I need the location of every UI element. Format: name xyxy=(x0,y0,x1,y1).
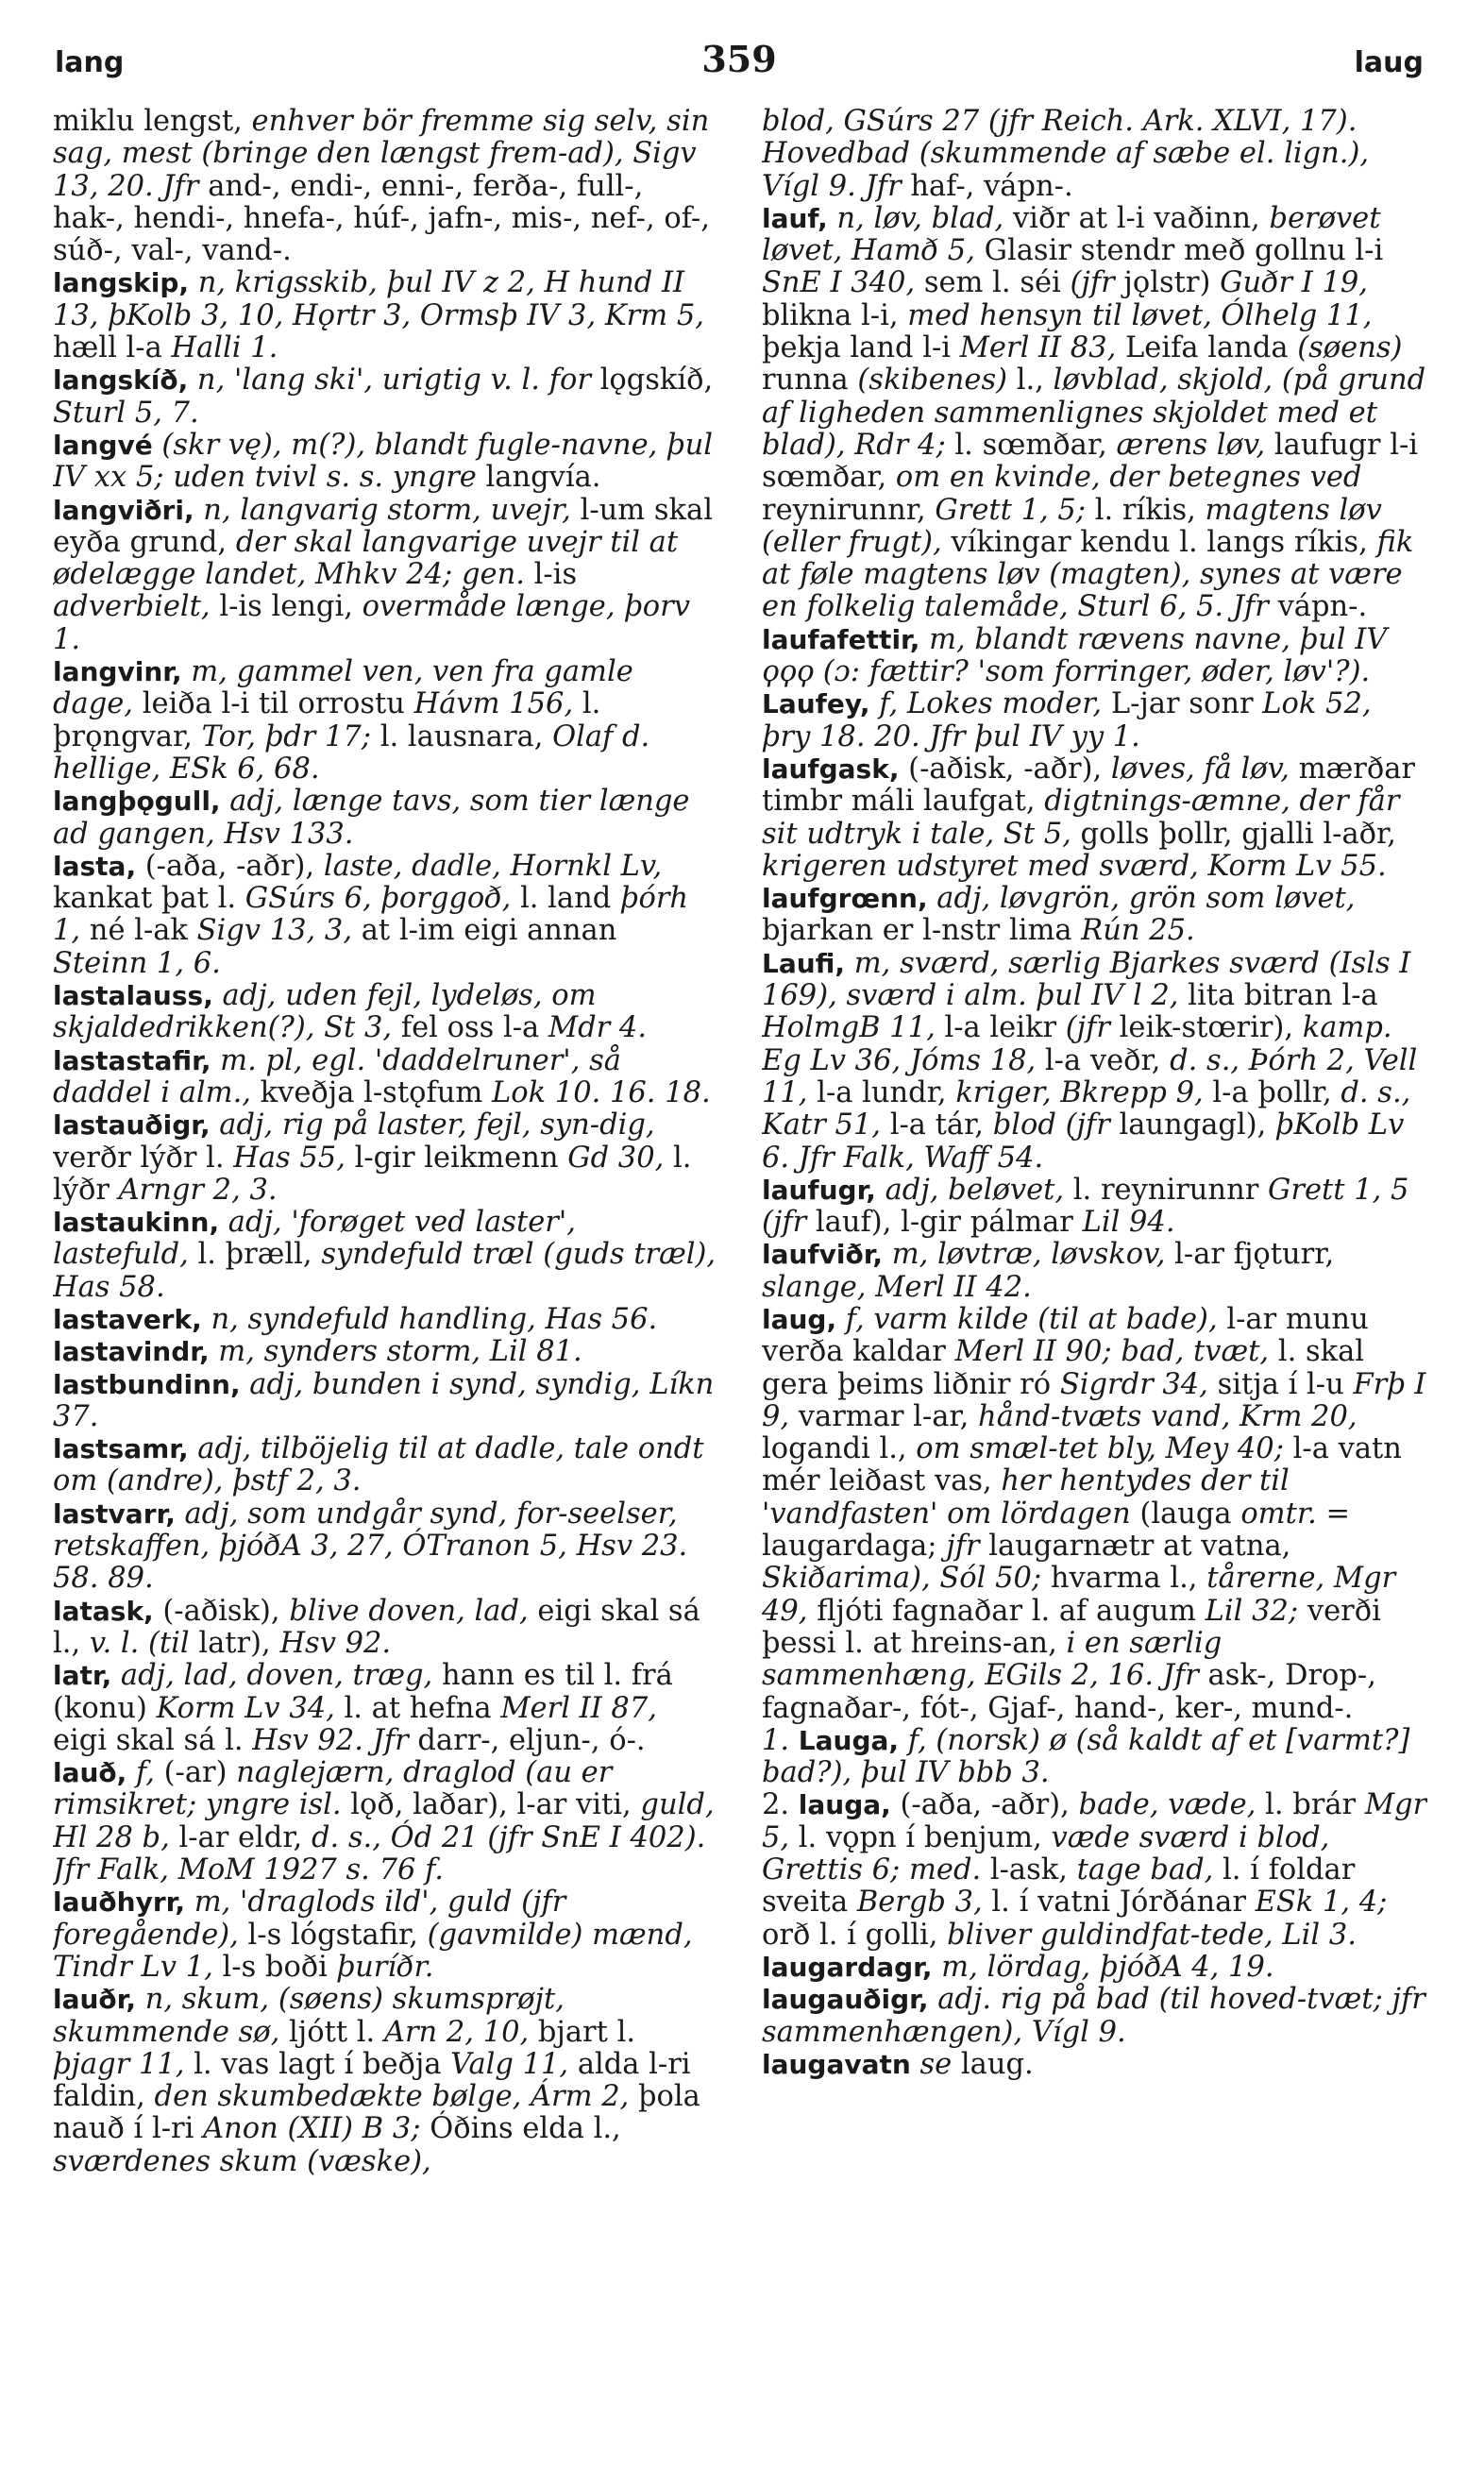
entry-gloss: Mgr 5, xyxy=(762,1788,1427,1854)
entry-gloss: þKolb Lv 6. Jfr Falk, Waff 54. xyxy=(762,1108,1405,1175)
entry-headword: lastsamr, xyxy=(53,1433,189,1465)
entry-gloss: løvblad, skjold, (på grund af ligheden sammenlignes skjoldet med et blad), Rdr 4; xyxy=(762,364,1426,462)
entry-headword: laug, xyxy=(762,1303,837,1335)
entry-text: l-gir pálmar xyxy=(901,1206,1083,1240)
entry-headword: laufgask, xyxy=(762,753,900,785)
entry-gloss: Bergb 3, xyxy=(856,1886,992,1920)
entry-text: l-a tár, xyxy=(889,1108,993,1142)
entry-gloss: d. s., Katr 51, xyxy=(762,1075,1411,1142)
entry-text: l-is xyxy=(533,558,578,592)
entry-gloss: n, langvarig storm, uvejr, xyxy=(194,493,581,527)
entry-text: fel oss l-a xyxy=(400,1011,548,1045)
entry-gloss: Valg 11, xyxy=(450,2047,578,2081)
entry-text: lita bitran l-a xyxy=(1188,979,1378,1013)
page-number: 359 xyxy=(701,38,777,80)
entry-headword: lasta, xyxy=(53,850,137,882)
entry-gloss: blod (jfr xyxy=(992,1108,1120,1142)
entry-text: l., xyxy=(1016,364,1054,398)
entry-gloss: tage bad, xyxy=(1076,1853,1223,1887)
entry-text: jǫlstr) xyxy=(1123,266,1221,300)
entry-text: hæll l-a xyxy=(53,331,172,365)
entry-text: lǫð, laðar), xyxy=(350,1788,517,1822)
entry-headword: langvé xyxy=(53,429,153,461)
entry-text: alda l-ri faldin, xyxy=(53,2047,691,2114)
entry-gloss: Has 55, xyxy=(233,1141,355,1175)
entry-text: miklu lengst, xyxy=(53,106,252,138)
entry-text: eigi skal sá l. xyxy=(53,1723,253,1757)
entry-gloss: om smæl-tet bly, Mey 40; xyxy=(916,1432,1293,1466)
entry-gloss: (skr vę), m(?), blandt fugle-navne, þul IV xx 5; uden tvivl s. s. yngre xyxy=(53,428,713,495)
entry-gloss: bade, væde, xyxy=(1078,1788,1266,1822)
first-headword: lang xyxy=(55,46,125,79)
dictionary-entry xyxy=(53,106,718,267)
entry-gloss: Steinn 1, 6. xyxy=(53,946,221,980)
left-column xyxy=(53,106,718,2451)
entry-text: l-a lundr, xyxy=(817,1075,956,1109)
entry-gloss: adj, som undgår synd, for-seelser, retskaffen, þjóðA 3, 27, ÓTranon 5, Hsv 23. 58. 89. xyxy=(53,1497,688,1596)
entry-gloss: Grett 1, 5 (jfr xyxy=(762,1173,1409,1240)
entry-gloss: adverbielt, xyxy=(53,590,220,624)
entry-text: l-a leikr xyxy=(944,1011,1066,1045)
entry-headword: latr, xyxy=(53,1660,112,1692)
entry-gloss: n, syndefuld handling, Has 56. xyxy=(201,1302,658,1336)
entry-gloss: adj, længe tavs, som tier længe ad gangen, Hsv 133. xyxy=(53,785,690,851)
dictionary-entry xyxy=(53,495,718,656)
entry-text: langvía. xyxy=(485,461,601,495)
entry-gloss: Hsv 92. Jfr xyxy=(252,1723,418,1757)
entry-gloss: jfr xyxy=(946,1530,989,1564)
dictionary-entry xyxy=(762,688,1427,753)
entry-text: (lauga xyxy=(1139,1497,1241,1531)
dictionary-columns xyxy=(53,106,1427,2451)
entry-headword: langvinr, xyxy=(53,656,182,688)
entry-gloss: den skumbedækte bølge, Árm 2, xyxy=(154,2080,639,2114)
entry-text: Óðins elda l., xyxy=(430,2112,621,2146)
right-column xyxy=(762,106,1427,2451)
entry-headword: langskíð, xyxy=(53,364,189,397)
entry-gloss: Halli 1. xyxy=(171,331,278,365)
dictionary-entry xyxy=(53,851,718,980)
dictionary-entry xyxy=(53,430,718,495)
last-headword: laug xyxy=(1354,46,1424,79)
entry-text: l. at hefna xyxy=(344,1691,501,1725)
dictionary-entry xyxy=(53,267,718,364)
entry-text: l-a þollr, xyxy=(1212,1075,1341,1109)
entry-text: (-aða, -aðr), xyxy=(136,849,324,883)
entry-text: l-gir leikmenn xyxy=(354,1141,568,1175)
entry-gloss: magtens løv (eller frugt), xyxy=(762,493,1382,559)
entry-text: l-ar eldr, xyxy=(178,1820,312,1854)
entry-gloss: Gd 30, xyxy=(567,1141,674,1175)
dictionary-entry xyxy=(53,1304,718,1336)
dictionary-entry xyxy=(53,1886,718,1984)
entry-text: l. land xyxy=(520,882,620,916)
entry-gloss: (jfr xyxy=(1065,1011,1120,1045)
entry-text: verðr lýðr l. xyxy=(53,1141,234,1175)
dictionary-entry xyxy=(53,1045,718,1110)
entry-text: logandi l., xyxy=(762,1432,917,1466)
dictionary-entry xyxy=(762,1175,1427,1240)
entry-text: laugardaga; xyxy=(762,1530,947,1564)
entry-text: blikna l-i, xyxy=(762,298,908,332)
entry-gloss: Hávm 156, xyxy=(413,687,582,721)
entry-headword: laugavatn xyxy=(762,2048,911,2080)
entry-text: orð l. í golli, xyxy=(762,1918,948,1952)
entry-text: kankat þat l. xyxy=(53,882,245,916)
dictionary-entry xyxy=(53,786,718,851)
entry-text: l. í foldar sveita xyxy=(762,1853,1356,1920)
entry-headword: Laufi, xyxy=(762,947,846,979)
entry-gloss: bliver guldindfat-tede, Lil 3. xyxy=(947,1918,1357,1952)
entry-gloss: Merl II 87, xyxy=(500,1691,657,1725)
entry-gloss: i en særlig sammenhæng, EGils 2, 16. Jfr xyxy=(762,1626,1223,1693)
entry-headword: laufviðr, xyxy=(762,1239,884,1271)
entry-gloss: med hensyn til løvet, Ólhelg 11, xyxy=(907,298,1373,332)
entry-gloss: der skal langvarige uvejr til at ødelægge landet, Mhkv 24; gen. xyxy=(53,525,679,592)
entry-gloss: adj, rig på laster, fejl, syn-dig, xyxy=(210,1108,655,1142)
entry-gloss: v. l. (til xyxy=(89,1626,199,1660)
entry-gloss: Lil 32; xyxy=(1205,1594,1307,1628)
entry-text: l. þrǫngvar, xyxy=(53,687,601,753)
entry-gloss: her hentydes der til 'vandfasten' om lördagen xyxy=(762,1464,1290,1531)
entry-text: at l-im eigi annan xyxy=(361,914,617,948)
entry-text: mærðar timbr máli laufgat, xyxy=(762,752,1415,819)
entry-headword: lastavindr, xyxy=(53,1336,210,1368)
dictionary-entry xyxy=(53,656,718,786)
entry-gloss: þjagr 11, xyxy=(53,2047,194,2081)
entry-gloss: guld, Hl 28 b, xyxy=(53,1788,715,1854)
entry-text: l-is lengi, xyxy=(219,590,363,624)
entry-headword: latask, xyxy=(53,1595,154,1627)
entry-text: þola nauð í l-ri xyxy=(53,2080,700,2146)
entry-gloss: þuríðr. xyxy=(336,1950,434,1984)
dictionary-entry xyxy=(53,1336,718,1368)
entry-headword: langviðri, xyxy=(53,494,194,526)
entry-text: laugarnætr at vatna, xyxy=(988,1530,1291,1564)
entry-gloss: n, skum, (søens) skumsprøjt, skummende sø, xyxy=(53,1983,565,2049)
entry-gloss: GSúrs 6, þorggoð, xyxy=(245,882,520,916)
entry-gloss: omtr. = xyxy=(1240,1497,1351,1531)
entry-gloss: n, 'lang ski', urigtig v. l. for xyxy=(188,364,600,398)
entry-text: (-aða, -aðr), xyxy=(890,1788,1079,1822)
entry-gloss: f, (norsk) ø (så kaldt af et [varmt?] bad?), þul IV bbb 3. xyxy=(762,1723,1410,1790)
entry-headword: lastalauss, xyxy=(53,980,213,1012)
entry-text: l. lausnara, xyxy=(379,719,553,753)
entry-text: leik-stœrir), xyxy=(1119,1011,1303,1045)
entry-gloss: blive doven, lad, xyxy=(289,1594,538,1628)
entry-gloss: adj. rig på bad (til hoved-tvæt; jfr sammenhængen), Vígl 9. xyxy=(762,1983,1425,2049)
entry-text: (-ar) xyxy=(163,1756,237,1790)
entry-headword: lastbundinn, xyxy=(53,1368,241,1400)
entry-text: l. í vatni Jórðánar xyxy=(991,1886,1256,1920)
entry-text: reynirunnr, xyxy=(762,493,936,527)
entry-text: 2. xyxy=(762,1788,799,1822)
dictionary-entry xyxy=(53,1984,718,2178)
dictionary-entry xyxy=(53,1207,718,1304)
entry-gloss: naglejærn, draglod (au er rimsikret; yngre isl. xyxy=(53,1756,613,1822)
entry-text: l-s lógstafir, xyxy=(247,1918,428,1952)
entry-text: and-, endi-, enni-, ferða-, full-, hak-, hendi-, hnefa-, húf-, jafn-, mis-, nef-, of-, súð-, val-, vand-. xyxy=(53,169,710,268)
entry-text: l. sœmðar, xyxy=(954,428,1117,462)
entry-text: runna xyxy=(762,364,858,398)
entry-headword: lastaukinn, xyxy=(53,1207,220,1239)
entry-text: latr), xyxy=(198,1626,280,1660)
entry-text: laug. xyxy=(960,2047,1034,2081)
entry-gloss: f, xyxy=(126,1756,164,1790)
entry-gloss: HolmgB 11, xyxy=(762,1011,945,1045)
entry-gloss: hånd-tvæts vand, Krm 20, xyxy=(978,1399,1358,1433)
entry-gloss: ærens løv, xyxy=(1116,428,1274,462)
entry-text: leiða l-i til orrostu xyxy=(142,687,414,721)
entry-text: ask-, Drop-, fagnaðar-, fót-, Gjaf-, hand-, ker-, mund-. xyxy=(762,1659,1376,1725)
dictionary-entry xyxy=(762,1304,1427,1725)
entry-gloss: se xyxy=(910,2047,961,2081)
entry-gloss: kamp. Eg Lv 36, Jóms 18, xyxy=(762,1011,1392,1077)
entry-gloss: Korm Lv 34, xyxy=(156,1691,345,1725)
dictionary-entry xyxy=(762,2049,1427,2081)
entry-headword: lastastafir, xyxy=(53,1044,211,1076)
entry-text: haf-, vápn-. xyxy=(910,169,1073,203)
dictionary-entry xyxy=(53,1433,718,1498)
entry-headword: lauga, xyxy=(798,1789,891,1821)
dictionary-entry xyxy=(762,883,1427,948)
entry-text: sem l. séi xyxy=(923,266,1071,300)
entry-gloss: m, synders storm, Lil 81. xyxy=(209,1335,582,1369)
entry-text: (-aðisk), xyxy=(153,1594,290,1628)
entry-text: varmar l-ar, xyxy=(798,1399,979,1433)
entry-gloss: fik at føle magtens løv (magten), synes at være en folkelig talemåde, Sturl 6, 5. Jfr xyxy=(762,525,1414,624)
dictionary-entry xyxy=(53,1596,718,1661)
entry-gloss: f, varm kilde (til at bade), xyxy=(836,1302,1227,1336)
entry-gloss: Arngr 2, 3. xyxy=(118,1173,278,1207)
entry-headword: lastvarr, xyxy=(53,1497,176,1530)
entry-gloss: m, 'draglods ild', guld (jfr foregående), xyxy=(53,1886,566,1952)
dictionary-entry xyxy=(53,364,718,430)
dictionary-entry xyxy=(762,753,1427,883)
entry-gloss: m, gammel ven, ven fra gamle dage, xyxy=(53,655,633,721)
entry-text: hvarma l., xyxy=(1050,1562,1207,1596)
entry-text: bjart l. xyxy=(537,2015,636,2049)
entry-gloss: adj, beløvet, xyxy=(875,1173,1073,1207)
dictionary-entry xyxy=(53,1660,718,1757)
entry-gloss: Sigv 13, 3, xyxy=(196,914,362,948)
entry-gloss: Guðr I 19, xyxy=(1220,266,1368,300)
entry-gloss: Mdr 4. xyxy=(548,1011,648,1045)
entry-gloss: Olaf d. hellige, ESk 6, 68. xyxy=(53,719,650,786)
entry-text: eigi skal sá l., xyxy=(53,1594,700,1660)
dictionary-entry xyxy=(762,1984,1427,2049)
entry-gloss: væde sværd i blod, Grettis 6; med. xyxy=(762,1820,1330,1887)
dictionary-entry xyxy=(762,1239,1427,1304)
entry-gloss: adj, løvgrön, grön som løvet, xyxy=(927,882,1356,916)
entry-text: lǫgskíð, xyxy=(599,364,714,398)
entry-gloss: berøvet løvet, Hamð 5, xyxy=(762,201,1381,268)
entry-text: laufugr l-i sœmðar, xyxy=(762,428,1419,495)
dictionary-entry xyxy=(762,203,1427,624)
entry-text: l. skal gera þeims liðnir ró xyxy=(762,1335,1365,1401)
entry-headword: lauð, xyxy=(53,1757,127,1789)
entry-gloss: Arn 2, 10, xyxy=(383,2015,538,2049)
entry-gloss: m, sværd, særlig Bjarkes sværd (Isls I 169), sværd i alm. þul IV l 2, xyxy=(762,946,1411,1013)
entry-gloss: m. pl, egl. 'daddelruner', så daddel i alm., xyxy=(53,1043,621,1109)
entry-gloss: m, løvtræ, løvskov, xyxy=(883,1238,1175,1272)
entry-gloss: enhver bör fremme sig selv, sin sag, mest (bringe den længst frem-ad), Sigv 13, 20. Jfr xyxy=(53,106,710,203)
entry-text: vápn-. xyxy=(1277,590,1368,624)
dictionary-entry xyxy=(53,1109,718,1207)
entry-text: l-s boði xyxy=(222,1950,337,1984)
entry-text: kveðja l-stǫfum xyxy=(260,1075,492,1109)
entry-text: Glasir stendr með gollnu l-i xyxy=(984,234,1384,268)
entry-text: l. brár xyxy=(1265,1788,1365,1822)
entry-text: l-um skal eyða grund, xyxy=(53,493,713,559)
entry-gloss: Anon (XII) B 3; xyxy=(203,2112,430,2146)
entry-text: sitja í l-u xyxy=(1217,1367,1354,1401)
entry-gloss: om en kvinde, der betegnes ved xyxy=(895,461,1362,495)
entry-headword: lauf, xyxy=(762,202,828,234)
entry-gloss: løves, få løv, xyxy=(1110,752,1299,786)
dictionary-entry xyxy=(762,106,1427,203)
entry-headword: lauðhyrr, xyxy=(53,1886,185,1919)
entry-gloss: SnE I 340, xyxy=(762,266,924,300)
entry-text: viðr at l-i vaðinn, xyxy=(1012,201,1270,235)
entry-headword: laufugr, xyxy=(762,1174,876,1206)
entry-gloss: krigeren udstyret med sværd, Korm Lv 55. xyxy=(762,849,1387,883)
entry-text: víkingar kendu l. langs ríkis, xyxy=(951,525,1377,559)
entry-gloss: Lil 94. xyxy=(1082,1206,1175,1240)
entry-text: L-jar sonr xyxy=(1110,687,1263,721)
dictionary-entry xyxy=(53,1498,718,1596)
entry-gloss: blod, GSúrs 27 (jfr Reich. Ark. XLVI, 17). Hovedbad (skummende af sæbe el. lign.), Vígl 9. Jfr xyxy=(762,106,1370,203)
entry-text: l. ríkis, xyxy=(1094,493,1206,527)
entry-gloss: adj, uden fejl, lydeløs, om skjaldedrikken(?), St 3, xyxy=(53,979,597,1045)
entry-gloss: sværdenes skum (væske), xyxy=(53,2144,431,2178)
entry-gloss: m, blandt rævens navne, þul IV ϙϙϙ (ɔ: fættir? 'som forringer, øder, løv'?). xyxy=(762,622,1388,689)
entry-headword: lastaverk, xyxy=(53,1303,202,1335)
entry-gloss: (søens) xyxy=(1297,331,1403,365)
entry-text: laungagl), xyxy=(1119,1108,1275,1142)
entry-text: (-aðisk, -aðr), xyxy=(899,752,1111,786)
entry-gloss: Hsv 92. xyxy=(279,1626,392,1660)
entry-gloss: digtnings-æmne, der får sit udtryk i tale, St 5, xyxy=(762,785,1400,851)
entry-headword: Laufey, xyxy=(762,688,870,720)
entry-gloss: Sigrdr 34, xyxy=(1059,1367,1218,1401)
entry-gloss: n, løv, blad, xyxy=(827,201,1013,235)
entry-gloss: n, krigsskib, þul IV z 2, H hund II 13, þKolb 3, 10, Hǫrtr 3, Ormsþ IV 3, Krm 5, xyxy=(53,266,704,332)
entry-gloss: Tor, þdr 17; xyxy=(201,719,380,753)
entry-text: hann es til l. frá (konu) xyxy=(53,1659,673,1725)
dictionary-entry xyxy=(762,1789,1427,1951)
entry-gloss: slange, Merl II 42. xyxy=(762,1270,1032,1304)
dictionary-entry xyxy=(762,1725,1427,1790)
entry-gloss: f, Lokes moder, xyxy=(869,687,1111,721)
dictionary-entry xyxy=(762,1952,1427,1984)
entry-gloss: þórh 1, xyxy=(53,882,689,948)
entry-gloss: Merl II 83, xyxy=(959,331,1126,365)
entry-gloss: tårerne, Mgr 49, xyxy=(762,1562,1396,1628)
entry-text: golls þollr, gjalli l-aðr, xyxy=(1080,817,1396,851)
entry-gloss: d. s., Þórh 2, Vell 11, xyxy=(762,1043,1418,1109)
entry-gloss: Merl II 90; bad, tvæt, xyxy=(954,1335,1278,1369)
dictionary-entry xyxy=(762,948,1427,1175)
entry-headword: laufgrœnn, xyxy=(762,883,928,915)
entry-gloss: Sturl 5, 7. xyxy=(53,396,199,430)
dictionary-entry xyxy=(53,1369,718,1434)
entry-text: l-ar fjǫturr, xyxy=(1174,1238,1335,1272)
entry-gloss: adj, 'forøget ved laster', lastefuld, xyxy=(53,1206,576,1272)
entry-text: ljótt l. xyxy=(289,2015,384,2049)
entry-gloss: m, lördag, þjóðA 4, 19. xyxy=(932,1950,1274,1984)
entry-text: Leifa landa xyxy=(1125,331,1298,365)
entry-headword: Lauga, xyxy=(798,1724,900,1756)
entry-gloss: overmåde længe, þorv 1. xyxy=(53,590,690,656)
entry-gloss: Skiðarima), Sól 50; xyxy=(762,1562,1051,1596)
entry-gloss: Lok 52, þry 18. 20. Jfr þul IV yy 1. xyxy=(762,687,1372,753)
entry-gloss: 1. xyxy=(762,1723,799,1757)
entry-gloss: adj, bunden i synd, syndig, Líkn 37. xyxy=(53,1367,715,1433)
entry-text: fljóti fagnaðar l. af augum xyxy=(817,1594,1206,1628)
entry-gloss: Rún 25. xyxy=(1081,914,1195,948)
entry-text: né l-ak xyxy=(89,914,197,948)
entry-text: l. reynirunnr xyxy=(1072,1173,1268,1207)
entry-text: l-ask, xyxy=(989,1853,1077,1887)
entry-text: l. lýðr xyxy=(53,1141,692,1207)
entry-text: l-ar viti, xyxy=(516,1788,641,1822)
entry-text: l. þræll, xyxy=(197,1238,322,1272)
entry-gloss: Frþ I 9, xyxy=(762,1367,1426,1433)
entry-gloss: adj, tilböjelig til at dadle, tale ondt om (andre), þstf 2, 3. xyxy=(53,1432,704,1498)
entry-gloss: (gavmilde) mænd, Tindr Lv 1, xyxy=(53,1918,693,1984)
entry-text: bjarkan er l-nstr lima xyxy=(762,914,1082,948)
entry-text: l. vas lagt í beðja xyxy=(194,2047,451,2081)
dictionary-entry xyxy=(53,1757,718,1886)
entry-headword: laugauðigr, xyxy=(762,1984,929,2016)
dictionary-entry xyxy=(762,624,1427,689)
entry-text: verði þessi l. at hreins-an, xyxy=(762,1594,1381,1660)
running-head xyxy=(55,38,1424,91)
entry-headword: langskip, xyxy=(53,267,190,299)
entry-text: l-a veðr, xyxy=(1044,1043,1171,1077)
entry-gloss: adj, lad, doven, træg, xyxy=(111,1659,442,1693)
entry-headword: lauðr, xyxy=(53,1984,136,2016)
entry-gloss: Lok 10. 16. 18. xyxy=(492,1075,711,1109)
entry-headword: lastauðigr, xyxy=(53,1109,211,1142)
entry-gloss: syndefuld træl (guds træl), Has 58. xyxy=(53,1238,717,1304)
entry-headword: laugardagr, xyxy=(762,1951,933,1983)
dictionary-entry xyxy=(53,980,718,1045)
entry-text: darr-, eljun-, ó-. xyxy=(417,1723,646,1757)
entry-gloss: ESk 1, 4; xyxy=(1255,1886,1388,1920)
entry-text: þekja land l-i xyxy=(762,331,960,365)
entry-gloss: laste, dadle, Hornkl Lv, xyxy=(323,849,663,883)
entry-gloss: (skibenes) xyxy=(857,364,1017,398)
entry-text: l-ar munu verða kaldar xyxy=(762,1302,1369,1369)
entry-gloss: d. s., Ód 21 (jfr SnE I 402). Jfr Falk, MoM 1927 s. 76 f. xyxy=(53,1820,706,1887)
entry-gloss: (jfr xyxy=(1070,266,1124,300)
entry-text: l. vǫpn í benjum, xyxy=(798,1820,1052,1854)
entry-headword: laufafettir, xyxy=(762,623,920,655)
entry-gloss: Grett 1, 5; xyxy=(935,493,1095,527)
entry-gloss: kriger, Bkrepp 9, xyxy=(955,1075,1213,1109)
entry-text: lauf), xyxy=(815,1206,902,1240)
entry-headword: langþǫgull, xyxy=(53,786,221,818)
entry-text: l-a vatn mér leiðast vas, xyxy=(762,1432,1402,1498)
